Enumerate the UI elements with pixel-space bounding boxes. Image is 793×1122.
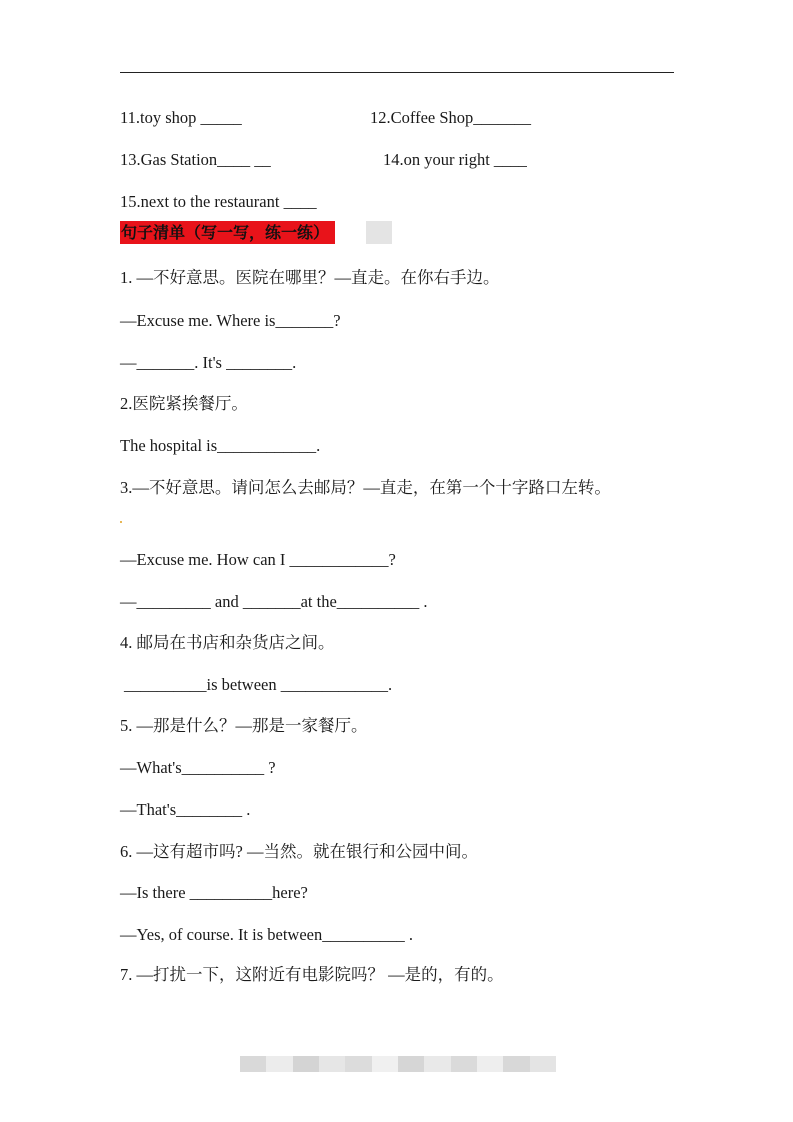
q3-chinese: 3.—不好意思。请问怎么去邮局？—直走，在第一个十字路口左转。 (120, 478, 611, 497)
q5-chinese: 5. —那是什么？—那是一家餐厅。 (120, 716, 368, 735)
q5-line-a: —What's__________ ? (120, 758, 276, 777)
q5-line-b: —That's________ . (120, 800, 251, 819)
q2-line: The hospital is____________. (120, 436, 321, 455)
q6-chinese: 6. —这有超市吗? —当然。就在银行和公园中间。 (120, 842, 478, 861)
q3-line-b: —_________ and _______at the__________ . (120, 592, 428, 611)
header-rule (120, 72, 674, 73)
q6-line-b: —Yes, of course. It is between__________ . (120, 925, 413, 944)
vocab-item-12: 12.Coffee Shop_______ (370, 108, 532, 127)
q4-chinese: 4. 邮局在书店和杂货店之间。 (120, 633, 335, 652)
footer-watermark-blur (240, 1056, 556, 1072)
vocab-item-11: 11.toy shop _____ (120, 108, 242, 127)
section-title: 句子清单（写一写，练一练） (120, 221, 335, 244)
q1-chinese: 1. —不好意思。医院在哪里？—直走。在你右手边。 (120, 268, 500, 287)
q1-line-a: —Excuse me. Where is_______? (120, 311, 341, 330)
q1-line-b: —_______. It's ________. (120, 353, 297, 372)
q4-line: __________is between _____________. (124, 675, 393, 694)
q2-chinese: 2.医院紧挨餐厅。 (120, 394, 248, 413)
q7-chinese: 7. —打扰一下，这附近有电影院吗？ —是的，有的。 (120, 965, 504, 984)
vocab-item-13: 13.Gas Station____ __ (120, 150, 271, 169)
vocab-item-14: 14.on your right ____ (383, 150, 527, 169)
vocab-item-15: 15.next to the restaurant ____ (120, 192, 317, 211)
q3-line-a: —Excuse me. How can I ____________? (120, 550, 396, 569)
q6-line-a: —Is there __________here? (120, 883, 308, 902)
section-title-tail (366, 221, 392, 244)
stray-mark (120, 521, 122, 523)
